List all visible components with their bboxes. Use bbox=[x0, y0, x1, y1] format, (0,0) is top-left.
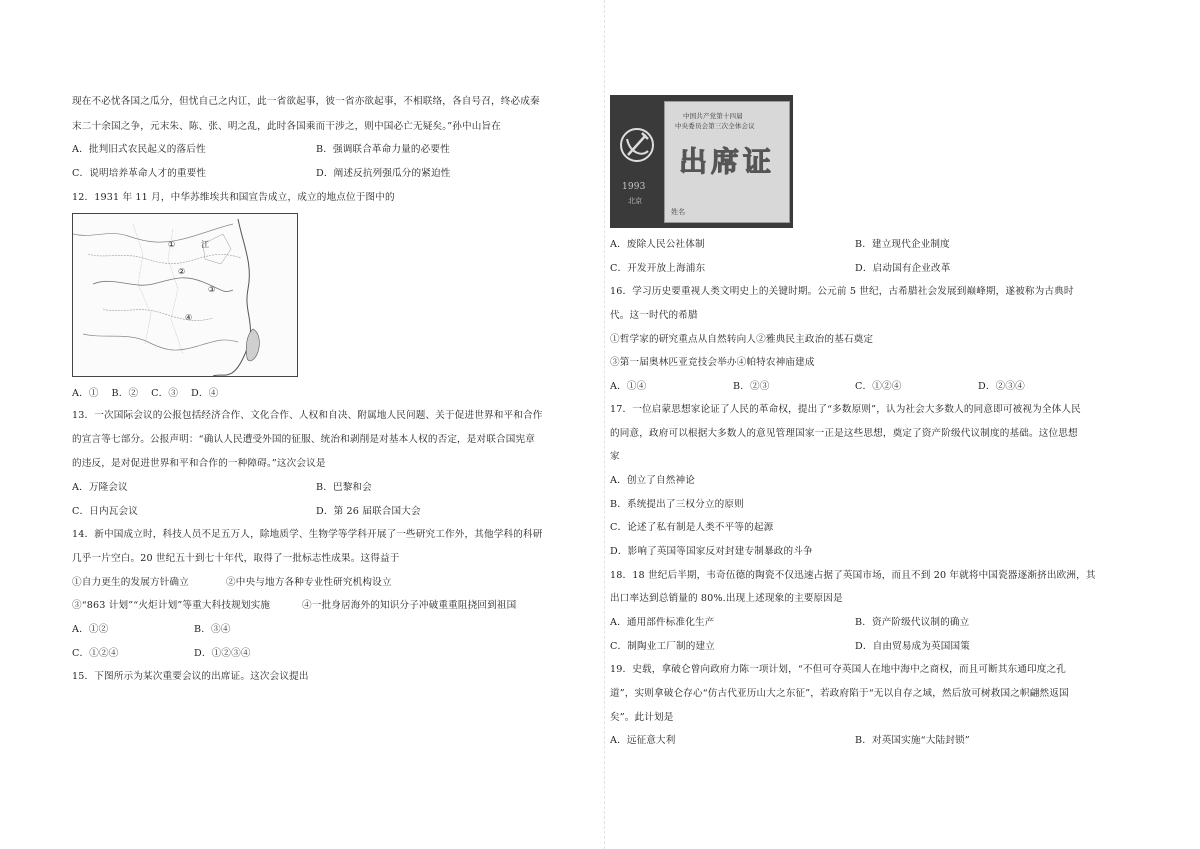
q18-option-d: D．自由贸易成为英国国策 bbox=[855, 641, 971, 652]
q16-stem-line1: 16．学习历史要重视人类文明史上的关键时期。公元前 5 世纪，古希腊社会发展到巅峰期，遂被称为古典时 bbox=[610, 286, 1074, 297]
cert-line1: 中国共产党第十四届 bbox=[683, 112, 743, 120]
q17-option-a: A．创立了自然神论 bbox=[610, 475, 696, 486]
q14-item-3: ③“863 计划”“火炬计划”等重大科技规划实施 bbox=[72, 600, 271, 611]
q13-stem-line3: 的违反，是对促进世界和平和合作的一种障碍。”这次会议是 bbox=[72, 458, 326, 469]
q18-stem-line2: 出口率达到总销量的 80%.出现上述现象的主要原因是 bbox=[610, 593, 843, 604]
q16-option-b: B．②③ bbox=[733, 381, 770, 392]
q19-option-a: A．远征意大利 bbox=[610, 735, 676, 746]
q18-stem-line1: 18．18 世纪后半期，韦奇伍德的陶瓷不仅迅速占据了英国市场，而且不到 20 年就将中国瓷器逐渐挤出欧洲，其 bbox=[610, 570, 1096, 581]
q12-options: A．① B．② C．③ D．④ bbox=[72, 388, 219, 399]
q13-stem-line2: 的宣言等七部分。公报声明：“确认人民遭受外国的征服、统治和剥削是对基本人权的否定，是对联合国宪章 bbox=[72, 434, 536, 445]
q17-stem-line1: 17．一位启蒙思想家论证了人民的革命权，提出了“多数原则”，认为社会大多数人的同意即可被视为全体人民 bbox=[610, 404, 1081, 415]
q19-stem-line2: 道”，实则拿破仑存心“仿古代亚历山大之东征”，若政府陷于“无以自存之域，然后放可树救国之帜翩然返国 bbox=[610, 688, 1069, 699]
q14-stem-line1: 14．新中国成立时，科技人员不足五万人，除地质学、生物学等学科开展了一些研究工作外，其他学科的科研 bbox=[72, 529, 543, 540]
party-emblem-icon bbox=[610, 95, 664, 228]
q14-option-d: D．①②③④ bbox=[194, 648, 251, 659]
cert-panel bbox=[664, 101, 790, 223]
q15-option-d: D．启动国有企业改革 bbox=[855, 263, 951, 274]
q13-option-a: A．万隆会议 bbox=[72, 482, 128, 493]
q19-stem-line3: 矣”。此计划是 bbox=[610, 712, 674, 723]
q11-option-a: A．批判旧式农民起义的落后性 bbox=[72, 144, 206, 155]
q14-option-c: C．①②④ bbox=[72, 648, 119, 659]
q13-option-c: C．日内瓦会议 bbox=[72, 506, 138, 517]
q16-items-2: ③第一届奥林匹亚竞技会举办④帕特农神庙建成 bbox=[610, 357, 815, 368]
cert-city: 北京 bbox=[628, 197, 643, 205]
cert-name-label: 姓名 bbox=[671, 208, 686, 216]
q16-stem-line2: 代。这一时代的希腊 bbox=[610, 310, 698, 321]
q17-option-d: D．影响了英国等国家反对封建专制暴政的斗争 bbox=[610, 546, 813, 557]
q16-option-a: A．①④ bbox=[610, 381, 647, 392]
q11-stem-line1: 现在不必忧各国之瓜分，但忧自己之内讧，此一省欲起事，彼一省亦欲起事，不相联络，各自号召，终必成秦 bbox=[72, 96, 540, 107]
cert-title: 出席证 bbox=[679, 145, 776, 178]
q17-stem-line3: 家 bbox=[610, 451, 620, 462]
q14-item-1: ①自力更生的发展方针确立 bbox=[72, 577, 189, 588]
q16-option-c: C．①②④ bbox=[855, 381, 902, 392]
map-label-river: 江 bbox=[201, 240, 210, 249]
cert-line2: 中央委员会第三次全体会议 bbox=[675, 122, 755, 130]
q12-stem: 12．1931 年 11 月，中华苏维埃共和国宣告成立，成立的地点位于图中的 bbox=[72, 192, 395, 203]
q16-option-d: D．②③④ bbox=[978, 381, 1025, 392]
q13-stem-line1: 13．一次国际会议的公报包括经济合作、文化合作、人权和自决、附属地人民问题、关于促进世界和平和合作 bbox=[72, 410, 543, 421]
q14-item-4: ④一批身居海外的知识分子冲破重重阻挠回到祖国 bbox=[302, 600, 517, 611]
q15-option-a: A．废除人民公社体制 bbox=[610, 239, 705, 250]
q11-option-b: B．强调联合革命力量的必要性 bbox=[316, 144, 450, 155]
china-map-figure bbox=[72, 213, 298, 377]
map-drawing bbox=[73, 214, 297, 376]
q17-option-c: C．论述了私有制是人类不平等的起源 bbox=[610, 522, 774, 533]
q18-option-b: B．资产阶级代议制的确立 bbox=[855, 617, 970, 628]
q13-option-b: B．巴黎和会 bbox=[316, 482, 372, 493]
q14-stem-line2: 几乎一片空白。20 世纪五十到七十年代，取得了一批标志性成果。这得益于 bbox=[72, 553, 400, 564]
q15-stem: 15．下图所示为某次重要会议的出席证。这次会议提出 bbox=[72, 671, 309, 682]
map-label-3: ③ bbox=[208, 285, 216, 294]
q15-option-b: B．建立现代企业制度 bbox=[855, 239, 950, 250]
page-divider bbox=[604, 0, 605, 849]
q11-stem-line2: 末二十余国之争，元末朱、陈、张、明之乱，此时各国乘而干涉之，则中国必亡无疑矣。”孙中山旨在 bbox=[72, 121, 501, 132]
q13-option-d: D．第 26 届联合国大会 bbox=[316, 506, 421, 517]
map-label-2: ② bbox=[178, 267, 186, 276]
q19-stem-line1: 19．史载，拿破仑曾向政府力陈一项计划，“不但可夺英国人在地中海中之商权，而且可断其东通印度之孔 bbox=[610, 664, 1067, 675]
q11-option-d: D．阐述反抗列强瓜分的紧迫性 bbox=[316, 168, 451, 179]
q17-stem-line2: 的同意，政府可以根据大多数人的意见管理国家一正是这些思想，奠定了资产阶级代议制度的基础。这位思想 bbox=[610, 428, 1078, 439]
cert-year: 1993 bbox=[622, 182, 646, 192]
q15-option-c: C．开发开放上海浦东 bbox=[610, 263, 706, 274]
q18-option-a: A．通用部件标准化生产 bbox=[610, 617, 715, 628]
attendance-certificate-image bbox=[610, 95, 793, 228]
q14-option-a: A．①② bbox=[72, 624, 109, 635]
q19-option-b: B．对英国实施“大陆封锁” bbox=[855, 735, 970, 746]
q17-option-b: B．系统提出了三权分立的原则 bbox=[610, 499, 744, 510]
q16-items-1: ①哲学家的研究重点从自然转向人②雅典民主政治的基石奠定 bbox=[610, 334, 874, 345]
map-label-4: ④ bbox=[185, 313, 193, 322]
q14-item-2: ②中央与地方各种专业性研究机构设立 bbox=[226, 577, 392, 588]
map-label-1: ① bbox=[168, 240, 176, 249]
q14-option-b: B．③④ bbox=[194, 624, 231, 635]
q11-option-c: C．说明培养革命人才的重要性 bbox=[72, 168, 207, 179]
q18-option-c: C．制陶业工厂制的建立 bbox=[610, 641, 715, 652]
